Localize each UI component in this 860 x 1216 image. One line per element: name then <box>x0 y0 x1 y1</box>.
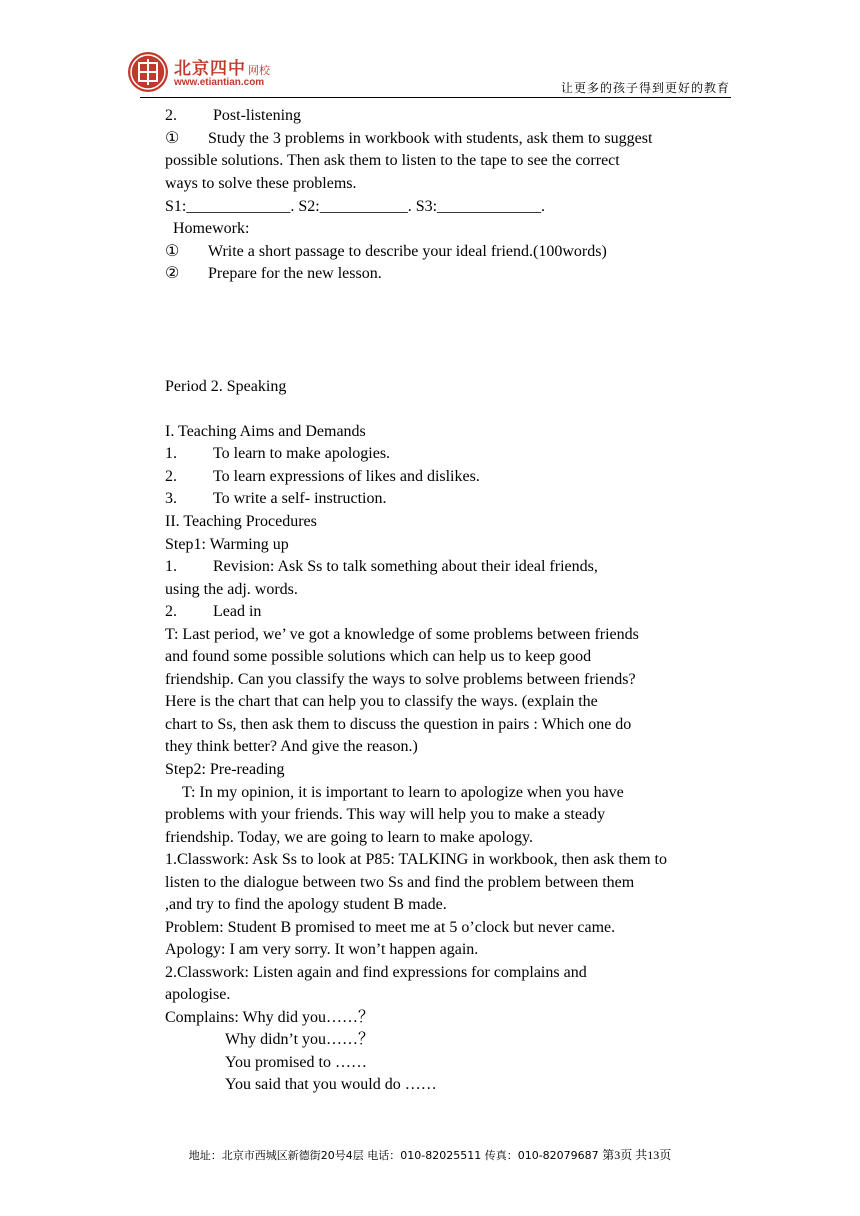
paragraph-line: Here is the chart that can help you to classify the ways. (explain the <box>165 693 598 710</box>
logo-url: www.etiantian.com <box>174 77 265 88</box>
paragraph-line: problems with your friends. This way will help you to make a steady <box>165 806 606 823</box>
page-number: 第3页 共13页 <box>602 1148 672 1162</box>
list-item: ① Write a short passage to describe your ideal friend.(100words) <box>165 243 607 260</box>
list-item: 1. Revision: Ask Ss to talk something about their ideal friends, <box>165 558 598 575</box>
paragraph-line: 2.Classwork: Listen again and find expressions for complains and <box>165 964 587 981</box>
step-heading: Step2: Pre-reading <box>165 761 285 778</box>
problem-line: Problem: Student B promised to meet me at 5 o’clock but never came. <box>165 919 616 936</box>
step-heading: Step1: Warming up <box>165 536 289 553</box>
header-slogan: 让更多的孩子得到更好的教育 <box>560 81 730 95</box>
paragraph-line: possible solutions. Then ask them to listen to the tape to see the correct <box>165 152 620 169</box>
complains-line: Why didn’t you……？ <box>225 1031 375 1048</box>
paragraph-line: ,and try to find the apology student B made. <box>165 896 447 913</box>
paragraph-line: T: Last period, we’ ve got a knowledge of some problems between friends <box>165 626 639 643</box>
paragraph-line: 1.Classwork: Ask Ss to look at P85: TALKING in workbook, then ask them to <box>165 851 667 868</box>
paragraph-line: listen to the dialogue between two Ss and find the problem between them <box>165 874 635 891</box>
list-item: ② Prepare for the new lesson. <box>165 265 382 282</box>
answer-blanks: S1:_____________. S2:___________. S3:_____________. <box>165 198 546 215</box>
list-item: 1. To learn to make apologies. <box>165 445 391 462</box>
section-heading: II. Teaching Procedures <box>165 513 317 530</box>
header-divider <box>140 97 731 98</box>
paragraph-line: T: In my opinion, it is important to learn to apologize when you have <box>182 784 624 801</box>
list-item: 3. To write a self- instruction. <box>165 490 387 507</box>
logo-title: 北京四中 网校 <box>174 59 270 79</box>
page-footer <box>0 1146 860 1163</box>
footer-address: 地址：北京市西城区新德街20号4层 电话：010-82025511 传真：010-82079687 <box>188 1149 599 1162</box>
apology-line: Apology: I am very sorry. It won’t happen again. <box>165 941 479 958</box>
paragraph-line: ways to solve these problems. <box>165 175 357 192</box>
list-item: 2. To learn expressions of likes and dislikes. <box>165 468 480 485</box>
post-listening-heading: 2. Post-listening <box>165 107 302 124</box>
paragraph-line: using the adj. words. <box>165 581 298 598</box>
homework-heading: Homework: <box>173 220 250 237</box>
complains-line: You promised to …… <box>225 1054 367 1071</box>
school-logo <box>128 52 348 96</box>
complains-line: Complains: Why did you……？ <box>165 1009 375 1026</box>
seal-icon <box>128 52 168 92</box>
page-header <box>0 0 860 100</box>
paragraph-line: chart to Ss, then ask them to discuss the question in pairs : Which one do <box>165 716 632 733</box>
section-heading: I. Teaching Aims and Demands <box>165 423 366 440</box>
list-item: ① Study the 3 problems in workbook with students, ask them to suggest <box>165 130 653 147</box>
paragraph-line: and found some possible solutions which can help us to keep good <box>165 648 592 665</box>
period-title: Period 2. Speaking <box>165 378 287 395</box>
paragraph-line: they think better? And give the reason.) <box>165 738 418 755</box>
paragraph-line: friendship. Today, we are going to learn to make apology. <box>165 829 533 846</box>
list-item: 2. Lead in <box>165 603 262 620</box>
paragraph-line: friendship. Can you classify the ways to solve problems between friends? <box>165 671 636 688</box>
complains-line: You said that you would do …… <box>225 1076 437 1093</box>
paragraph-line: apologise. <box>165 986 231 1003</box>
